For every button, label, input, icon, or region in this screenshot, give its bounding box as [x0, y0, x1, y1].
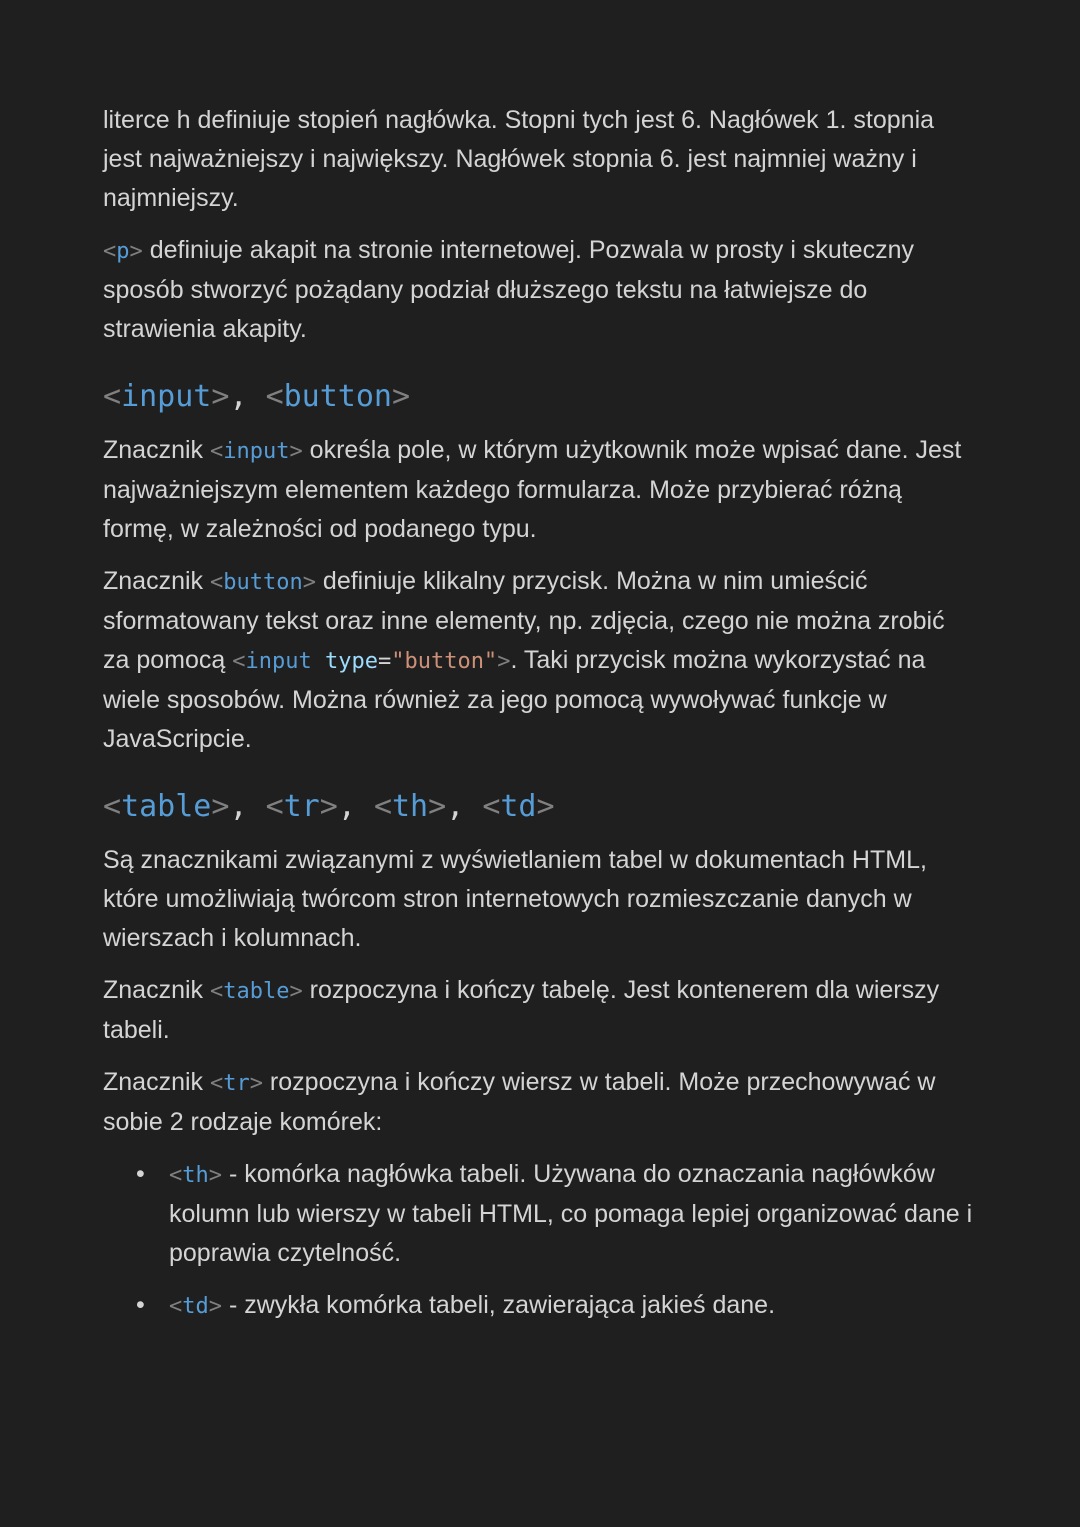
section-heading — [103, 787, 973, 827]
code-token: input — [245, 649, 312, 674]
paragraph — [103, 1063, 973, 1142]
text-run: - zwykła komórka tabeli, zawierająca jakieś dane. — [222, 1291, 776, 1319]
code-token: < — [209, 439, 224, 464]
code-token: button — [283, 379, 392, 414]
code-token: < — [169, 1294, 183, 1319]
paragraph — [103, 431, 973, 549]
code-token: > — [208, 1294, 222, 1319]
code-token: th — [182, 1163, 209, 1188]
code-token: "button" — [391, 649, 498, 674]
list-item — [169, 1155, 973, 1273]
code-token: < — [103, 239, 117, 264]
text-run: rozpoczyna i kończy wiersz w tabeli. Może przechowywać w sobie 2 rodzaje komórek: — [103, 1068, 936, 1136]
code-token: , — [229, 789, 266, 824]
text-run: rozpoczyna i kończy tabelę. Jest kontenerem dla wierszy tabeli. — [103, 976, 940, 1044]
code-token: type — [324, 649, 378, 674]
code-token: , — [446, 789, 483, 824]
code-token: table — [223, 979, 290, 1004]
code-token: > — [302, 570, 316, 595]
document-page — [103, 101, 973, 1339]
paragraph — [103, 101, 973, 218]
code-token: , — [229, 379, 266, 414]
code-token: < — [482, 789, 501, 824]
code-token: < — [103, 789, 122, 824]
code-token: > — [211, 789, 230, 824]
code-token: = — [377, 649, 392, 674]
code-token: , — [337, 789, 374, 824]
text-run: - komórka nagłówka tabeli. Używana do oznaczania nagłówków kolumn lub wierszy w tabeli HTML, co pomaga lepiej organizować dane i poprawia czytelność. — [169, 1160, 973, 1267]
code-token: > — [208, 1163, 222, 1188]
code-token: > — [497, 649, 511, 674]
text-run: Znacznik — [103, 436, 210, 464]
code-token: < — [265, 789, 284, 824]
text-run: Znacznik — [103, 976, 210, 1004]
text-run: określa pole, w którym użytkownik może wpisać dane. Jest najważniejszym elementem każdego formularza. Może przybierać różną formę, w zależności od podanego typu. — [103, 436, 962, 543]
text-run: definiuje akapit na stronie internetowej. Pozwala w prosty i skuteczny sposób stworzyć pożądany podział dłuższego tekstu na łatwiejsze do strawienia akapity. — [103, 236, 914, 343]
paragraph — [103, 971, 973, 1050]
text-run: Są znacznikami związanymi z wyświetlaniem tabel w dokumentach HTML, które umożliwiają twórcom stron internetowych rozmieszczanie danych w wierszach i kolumnach. — [103, 846, 927, 952]
code-token: > — [536, 789, 555, 824]
section-heading — [103, 377, 973, 417]
code-token: > — [289, 979, 303, 1004]
code-token: th — [392, 789, 429, 824]
code-token: > — [428, 789, 447, 824]
code-token: button — [223, 570, 303, 595]
code-token: < — [265, 379, 284, 414]
code-token: < — [103, 379, 122, 414]
code-token: > — [392, 379, 411, 414]
paragraph — [103, 231, 973, 349]
code-token: td — [182, 1294, 209, 1319]
code-token: table — [121, 789, 212, 824]
code-token: input — [121, 379, 212, 414]
text-run: definiuje klikalny przycisk. Można w nim umieścić sformatowany tekst oraz inne elementy, np. zdjęcia, czego nie można zrobić za pomocą — [103, 567, 945, 674]
code-token: > — [129, 239, 143, 264]
code-token: > — [211, 379, 230, 414]
code-token: > — [319, 789, 338, 824]
code-token: < — [169, 1163, 183, 1188]
code-token: tr — [223, 1071, 250, 1096]
code-token: < — [209, 979, 224, 1004]
text-run: literce h definiuje stopień nagłówka. Stopni tych jest 6. Nagłówek 1. stopnia jest najważniejszy i największy. Nagłówek stopnia 6. jest najmniej ważny i najmniejszy. — [103, 106, 935, 212]
code-token: p — [116, 239, 130, 264]
list-item — [169, 1286, 973, 1326]
code-token: tr — [283, 789, 320, 824]
code-token: input — [223, 439, 290, 464]
code-token: > — [249, 1071, 263, 1096]
code-token: < — [209, 570, 224, 595]
code-token: td — [500, 789, 537, 824]
code-token: < — [209, 1071, 224, 1096]
code-token — [312, 649, 325, 674]
code-token: > — [289, 439, 303, 464]
code-token: < — [232, 649, 246, 674]
code-token: < — [373, 789, 392, 824]
bullet-list — [103, 1155, 973, 1326]
paragraph — [103, 562, 973, 759]
text-run: Znacznik — [103, 567, 210, 595]
paragraph — [103, 841, 973, 958]
text-run: . Taki przycisk można wykorzystać na wiele sposobów. Można również za jego pomocą wywoływać funkcje w JavaScripcie. — [103, 646, 926, 753]
text-run: Znacznik — [103, 1068, 210, 1096]
